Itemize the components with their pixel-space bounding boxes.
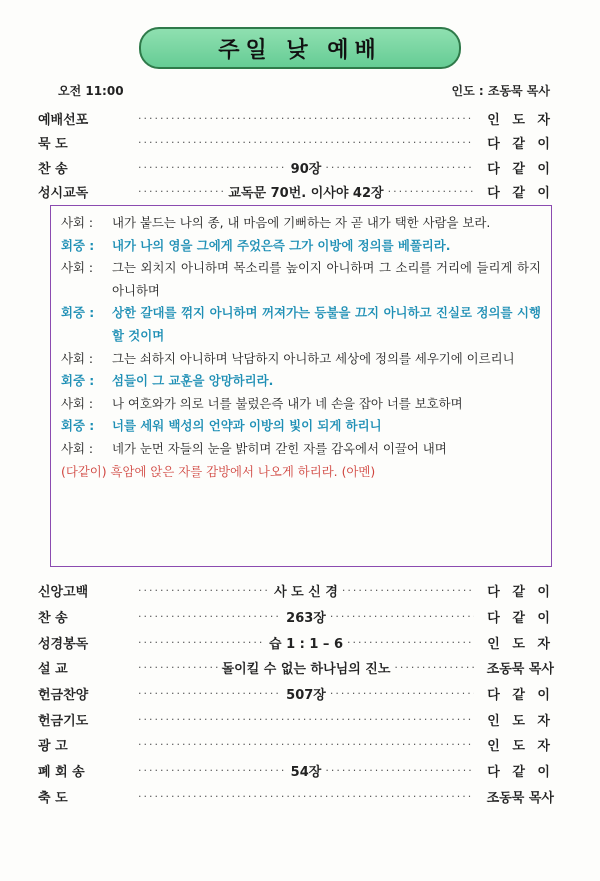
order-item-detail: 교독문 70번. 이사야 42장 bbox=[228, 186, 384, 202]
order-item bbox=[38, 706, 554, 732]
order-item-participant: 조동묵 목사 bbox=[486, 662, 554, 678]
reading-line-people bbox=[61, 235, 541, 258]
order-item-detail: 사 도 신 경 bbox=[274, 585, 338, 601]
dot-leader bbox=[138, 610, 282, 623]
service-meta bbox=[58, 82, 550, 99]
order-item-label: 폐 회 송 bbox=[38, 765, 85, 781]
reading-line-people bbox=[61, 302, 541, 347]
order-item-label: 광 고 bbox=[38, 739, 68, 755]
reading-line-leader bbox=[61, 212, 541, 235]
order-item-detail: 54장 bbox=[290, 765, 322, 781]
dot-leader bbox=[138, 713, 474, 726]
reading-text: 그는 외치지 아니하며 목소리를 높이지 아니하며 그 소리를 거리에 들리게 하지 아니하며 bbox=[112, 260, 541, 298]
order-item-participant: 다 같 이 bbox=[487, 137, 554, 153]
dot-leader bbox=[325, 764, 474, 777]
reading-speaker: 사회 : bbox=[61, 260, 94, 276]
dot-leader bbox=[330, 610, 474, 623]
order-item-leader-line bbox=[138, 658, 474, 677]
order-item-participant: 다 같 이 bbox=[487, 688, 554, 704]
service-time: 오전 11:00 bbox=[58, 84, 124, 98]
dot-leader bbox=[138, 161, 287, 174]
order-item-leader-line bbox=[138, 633, 474, 652]
order-item-label: 찬 송 bbox=[38, 161, 68, 177]
order-item bbox=[38, 629, 554, 655]
dot-leader bbox=[138, 790, 474, 803]
reading-speaker: 회중 : bbox=[61, 305, 95, 321]
page-title: 주일 낮 예배 bbox=[139, 27, 461, 69]
reading-speaker: 사회 : bbox=[61, 395, 94, 411]
order-item-label: 성경봉독 bbox=[38, 636, 89, 652]
order-item-leader-line bbox=[138, 607, 474, 626]
order-item-detail: 507장 bbox=[286, 688, 326, 704]
order-item bbox=[38, 784, 554, 810]
order-item-leader-line bbox=[138, 738, 474, 751]
order-item-participant: 조동묵 목사 bbox=[486, 790, 554, 806]
dot-leader bbox=[138, 136, 474, 149]
reading-line-leader bbox=[61, 257, 541, 302]
reading-line-leader bbox=[61, 348, 541, 371]
reading-text: 상한 갈대를 꺾지 아니하며 꺼져가는 등불을 끄지 아니하고 진실로 정의를 시행할 것이며 bbox=[112, 305, 541, 343]
dot-leader bbox=[138, 764, 287, 777]
reading-text: (다같이) 흑암에 앉은 자를 감방에서 나오게 하리라. (아멘) bbox=[61, 463, 376, 479]
reading-speaker: 사회 : bbox=[61, 440, 94, 456]
order-item-label: 찬 송 bbox=[38, 611, 68, 627]
title-banner bbox=[0, 27, 600, 69]
order-item bbox=[38, 655, 554, 681]
order-item-detail: 돌이킬 수 없는 하나님의 진노 bbox=[221, 662, 391, 678]
order-item-detail: 263장 bbox=[286, 611, 326, 627]
reading-text: 나 여호와가 의로 너를 불렀은즉 내가 네 손을 잡아 너를 보호하며 bbox=[112, 395, 463, 411]
order-item-participant: 다 같 이 bbox=[487, 611, 554, 627]
service-leader: 인도 : 조동묵 목사 bbox=[451, 84, 550, 98]
order-item bbox=[38, 604, 554, 630]
reading-speaker: 사회 : bbox=[61, 350, 94, 366]
reading-line-leader bbox=[61, 438, 541, 461]
dot-leader bbox=[138, 661, 218, 674]
order-item-label: 설 교 bbox=[38, 662, 68, 678]
dot-leader bbox=[388, 185, 474, 198]
order-item bbox=[38, 732, 554, 758]
reading-speaker: 사회 : bbox=[61, 215, 94, 230]
order-item-label: 축 도 bbox=[38, 790, 68, 806]
reading-text: 내가 나의 영을 그에게 주었은즉 그가 이방에 정의를 베풀리라. bbox=[112, 237, 451, 253]
order-item-participant: 다 같 이 bbox=[487, 765, 554, 781]
order-item-label: 예배선포 bbox=[38, 112, 89, 128]
order-item bbox=[38, 106, 554, 131]
order-item-leader-line bbox=[138, 136, 474, 149]
reading-speaker: 회중 : bbox=[61, 237, 95, 253]
dot-leader bbox=[330, 687, 474, 700]
responsive-reading-box bbox=[50, 205, 552, 567]
reading-text: 그는 쇠하지 아니하며 낙담하지 아니하고 세상에 정의를 세우기에 이르리니 bbox=[112, 350, 515, 366]
order-item-label: 성시교독 bbox=[38, 186, 89, 202]
order-item-leader-line bbox=[138, 684, 474, 703]
dot-leader bbox=[347, 636, 474, 649]
dot-leader bbox=[394, 661, 474, 674]
order-item bbox=[38, 155, 554, 180]
order-item bbox=[38, 131, 554, 156]
dot-leader bbox=[138, 687, 282, 700]
dot-leader bbox=[138, 636, 265, 649]
dot-leader bbox=[138, 185, 224, 198]
reading-line-people bbox=[61, 415, 541, 438]
order-item-participant: 다 같 이 bbox=[487, 186, 554, 202]
dot-leader bbox=[342, 584, 474, 597]
order-item-participant: 인 도 자 bbox=[487, 739, 554, 755]
dot-leader bbox=[138, 738, 474, 751]
order-item-leader-line bbox=[138, 112, 474, 125]
order-item bbox=[38, 180, 554, 205]
order-item-leader-line bbox=[138, 761, 474, 780]
reading-text: 너를 세워 백성의 언약과 이방의 빛이 되게 하리니 bbox=[112, 418, 382, 434]
order-item-label: 묵 도 bbox=[38, 137, 68, 153]
reading-speaker: 회중 : bbox=[61, 418, 95, 434]
order-item-leader-line bbox=[138, 713, 474, 726]
order-item-label: 헌금찬양 bbox=[38, 688, 89, 704]
dot-leader bbox=[325, 161, 474, 174]
order-of-worship-top bbox=[38, 106, 554, 204]
reading-text: 섬들이 그 교훈을 앙망하리라. bbox=[112, 373, 274, 389]
order-item-leader-line bbox=[138, 581, 474, 600]
order-item-participant: 다 같 이 bbox=[487, 161, 554, 177]
order-item bbox=[38, 578, 554, 604]
order-item-label: 헌금기도 bbox=[38, 713, 89, 729]
reading-line-leader bbox=[61, 393, 541, 416]
order-of-worship-bottom bbox=[38, 578, 554, 809]
reading-text: 네가 눈먼 자들의 눈을 밝히며 갇힌 자를 감옥에서 이끌어 내며 bbox=[112, 440, 447, 456]
reading-line-all bbox=[61, 461, 541, 484]
order-item-detail: 90장 bbox=[290, 161, 322, 177]
order-item-participant: 인 도 자 bbox=[487, 112, 554, 128]
reading-speaker: 회중 : bbox=[61, 373, 95, 389]
order-item-leader-line bbox=[138, 182, 474, 201]
dot-leader bbox=[138, 112, 474, 125]
reading-text: 내가 붙드는 나의 종, 내 마음에 기뻐하는 자 곧 내가 택한 사람을 보라. bbox=[112, 215, 491, 230]
order-item-detail: 습 1 : 1 – 6 bbox=[268, 636, 344, 652]
order-item-participant: 인 도 자 bbox=[487, 713, 554, 729]
order-item bbox=[38, 758, 554, 784]
order-item-leader-line bbox=[138, 158, 474, 177]
order-item-participant: 다 같 이 bbox=[487, 585, 554, 601]
order-item-label: 신앙고백 bbox=[38, 585, 89, 601]
reading-line-people bbox=[61, 370, 541, 393]
order-item-participant: 인 도 자 bbox=[487, 636, 554, 652]
dot-leader bbox=[138, 584, 270, 597]
order-item bbox=[38, 681, 554, 707]
order-item-leader-line bbox=[138, 790, 474, 803]
